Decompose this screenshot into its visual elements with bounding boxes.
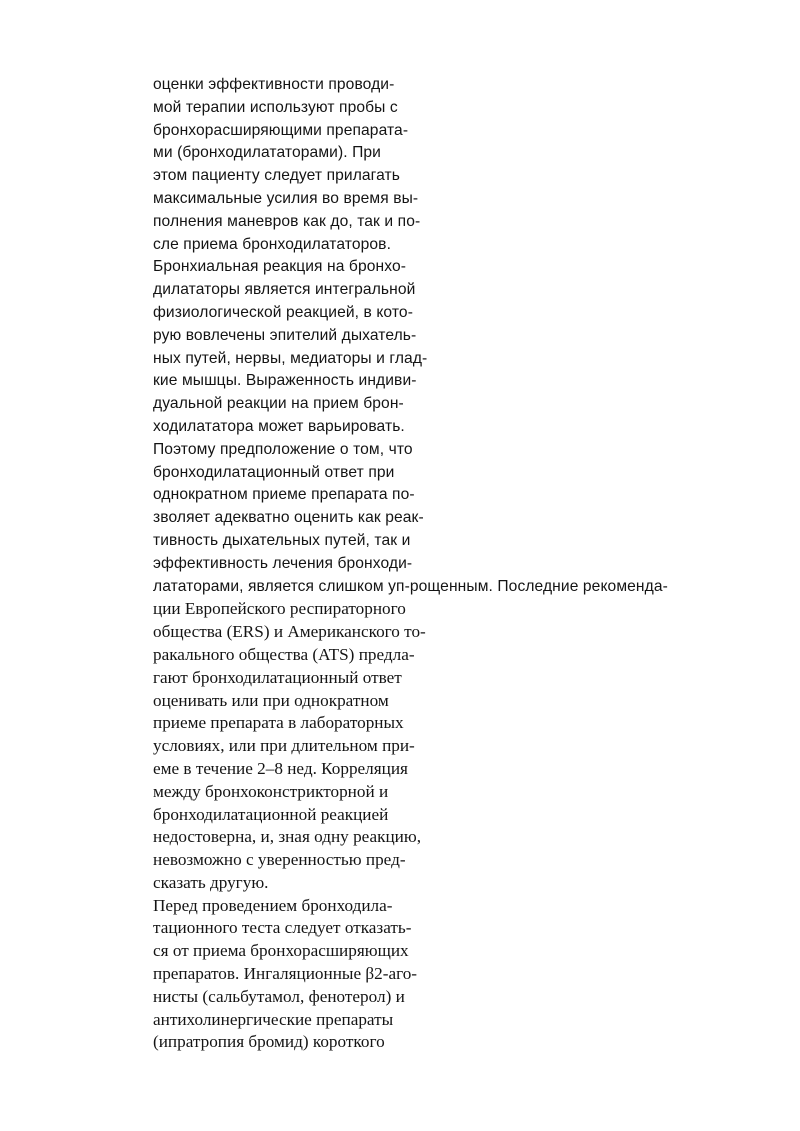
text-line: Перед проведением бронходила-: [153, 895, 393, 915]
text-line: лататорами, является слишком уп-рощенным. Последние рекоменда-: [153, 577, 668, 595]
text-line: сле приема бронходилататоров.: [153, 235, 392, 253]
text-line: ных путей, нервы, медиаторы и глад-: [153, 349, 428, 367]
text-line: ся от приема бронхорасширяющих: [153, 941, 409, 961]
text-line: зволяет адекватно оценить как реак-: [153, 509, 424, 527]
text-line: дилататоры является интегральной: [153, 281, 416, 299]
text-line: сказать другую.: [153, 872, 269, 892]
text-line: ми (бронходилататорами). При: [153, 144, 381, 162]
text-line: рую вовлечены эпителий дыхатель-: [153, 326, 417, 344]
text-line: кие мышцы. Выраженность индиви-: [153, 372, 417, 390]
text-line: тационного теста следует отказать-: [153, 918, 412, 938]
text-line: однократном приеме препарата по-: [153, 486, 415, 504]
text-line: физиологической реакцией, в кото-: [153, 303, 413, 321]
text-line: бронходилатационной реакцией: [153, 804, 389, 824]
text-line: бронхорасширяющими препарата-: [153, 121, 409, 139]
text-line: антихолинергические препараты: [153, 1009, 394, 1029]
text-line: общества (ERS) и Американского то-: [153, 622, 426, 642]
text-line: нисты (сальбутамол, фенотерол) и: [153, 986, 405, 1006]
text-line: условиях, или при длительном при-: [153, 736, 415, 756]
text-line: приеме препарата в лабораторных: [153, 713, 404, 733]
text-line: препаратов. Ингаляционные β2-аго-: [153, 964, 418, 984]
text-line: ходилататора может варьировать.: [153, 417, 405, 435]
text-line: дуальной реакции на прием брон-: [153, 395, 404, 413]
text-line: ракального общества (ATS) предла-: [153, 644, 415, 664]
body-text: [153, 74, 793, 1054]
text-line: максимальные усилия во время вы-: [153, 189, 419, 207]
sans-paragraph: [153, 74, 793, 598]
text-line: эффективность лечения бронходи-: [153, 554, 413, 572]
text-line: ции Европейского респираторного: [153, 599, 406, 619]
text-line: недостоверна, и, зная одну реакцию,: [153, 827, 422, 847]
text-line: этом пациенту следует прилагать: [153, 167, 401, 185]
text-line: оценки эффективности проводи-: [153, 76, 395, 93]
text-line: полнения маневров как до, так и по-: [153, 212, 421, 230]
text-line: (ипратропия бромид) короткого: [153, 1032, 385, 1052]
text-line: тивность дыхательных путей, так и: [153, 531, 411, 549]
text-line: Бронхиальная реакция на бронхо-: [153, 258, 407, 276]
text-line: Поэтому предположение о том, что: [153, 440, 413, 458]
text-line: мой терапии используют пробы с: [153, 98, 398, 116]
serif-paragraph: [153, 598, 793, 1054]
text-line: оценивать или при однократном: [153, 690, 389, 710]
text-line: бронходилатационный ответ при: [153, 463, 395, 481]
text-line: невозможно с уверенностью пред-: [153, 850, 406, 870]
text-line: еме в течение 2–8 нед. Корреляция: [153, 758, 408, 778]
text-line: гают бронходилатационный ответ: [153, 667, 402, 687]
text-line: между бронхоконстрикторной и: [153, 781, 389, 801]
